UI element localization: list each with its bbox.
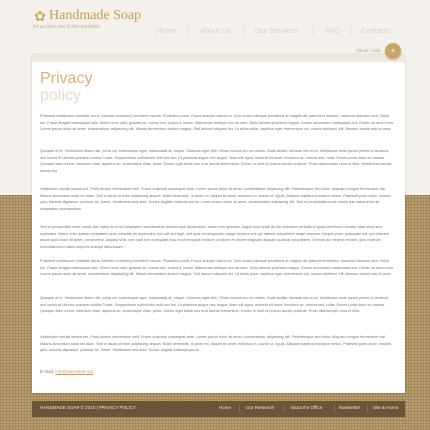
content-panel: [32, 46, 405, 393]
toggle-panel-button[interactable]: +: [385, 43, 401, 59]
policy-paragraph: Quisque et le. Vestibulum libero nisl, porta vel, scelerisque eget, malesuada at, neque. Vivamus eget nibh. Etiam cursus leo vel metus. Nulla facilisi. Aenean nec eros. Vestibulum ante ipsum primis in faucibus orci luctus et ultrices posuere cubilia Curae; Suspendisse sollicitudin velit sed leo. Ut pharetra augue nec augue. Nam elit agna, endrerit sit amet, tincidunt ac, viverra sed, nulla. Donec porta diam eu massa. Quisque diam lorem, interdum vitae, dapibus ac, scelerisque vitae, pede. Donec eget tellus non erat lacinia fermentum. Donec in velit vel ipsum auctor pulvinar. Proin ullamcorper urna et felis.: [40, 296, 389, 314]
email-link[interactable]: info@demolink.org: [55, 369, 93, 374]
policy-paragraph: Vestibulum iaculis lacinia est. Proin dictum elementum velit. Fusce euismod consequat ante. Lorem ipsum dolor sit amet, consectetuer adipiscing elit. Pellentesque sed dolor. Aliquam congue fermentum nisl. Mauris accumsan nulla vel diam. Sed in lacus ut enim adipiscing aliquet. Nulla venenatis. In pede mi, aliquet sit amet, euismod in, auctor ut, ligula. Aliquam dapibus tincidunt metus. Praesent justo dolor, lobortis quis, lobortis dignissim, pulvinar ac, lorem. Vestibulum sed ante. Donec sagittis euismod purus.: [40, 335, 391, 353]
policy-paragraph: Praesent vestibulum molestie lacus. Aenean nonummy hendrerit mauris. Phasellus porta. Fusce suscipit varius mi. Cum sociis natoque penatibus et magnis dis parturient montes, nascetur ridiculus mus. Nulla dui. Fusce feugiat malesuada odio. Morbi nunc odio, gravida at, cursus nec, luctus a, lorem. Maecenas tristique orci ac sem. Duis ultricies pharetra magna. Donec accumsan malesuada orci. Donec sit amet eros. Lorem ipsum dolor sit amet, consectetuer adipiscing elit. Mauris fermentum dictum magna. Sed laoreet aliquam leo. Ut tellus dolor, dapibus eget, elementum vel, cursus eleifend, elit. Aenean auctor wisi et urna.: [40, 259, 395, 277]
nav-about-us[interactable]: About Us: [200, 26, 231, 35]
site-footer: [32, 401, 405, 417]
footer-link-about-office[interactable]: About the Office: [290, 405, 323, 410]
footer-link-site-home[interactable]: Site & Home: [373, 405, 399, 410]
footer-divider: [284, 405, 285, 412]
nav-divider: [313, 26, 314, 37]
title-line-2: policy: [40, 87, 81, 104]
logo-title[interactable]: Handmade Soap: [49, 8, 142, 23]
flower-logo-icon[interactable]: ✿: [34, 8, 46, 24]
policy-paragraph: Praesent vestibulum molestie lacus. Aenean nonummy hendrerit mauris. Phasellus porta. Fusce suscipit varius mi. Cum sociis natoque penatibus et magnis dis parturient montes, nascetur ridiculus mus. Nulla dui. Fusce feugiat malesuada odio. Morbi nunc odio, gravida at, cursus nec, luctus a, lorem. Maecenas tristique orci ac sem. Duis ultricies pharetra magna. Donec accumsan malesuada orci. Donec sit amet eros. Lorem ipsum dolor sit amet, consectetuer adipiscing elit. Mauris fermentum dictum magna. Sed laoreet aliquam leo. Ut tellus dolor, dapibus eget, elementum vel, cursus eleifend, elit. Aenean auctor wisi et urna.: [40, 114, 395, 132]
footer-divider: [334, 405, 335, 412]
email-line: [40, 369, 93, 374]
footer-divider: [367, 405, 368, 412]
nav-home[interactable]: Home: [156, 26, 177, 35]
show-hide-link[interactable]: Show / Hide: [356, 48, 381, 53]
footer-link-newsletter[interactable]: Newsletter: [339, 405, 361, 410]
panel-top-bar: [32, 55, 405, 62]
email-label: E-mail:: [40, 369, 55, 374]
title-line-1: Privacy: [40, 70, 93, 87]
site-header: [0, 0, 430, 40]
policy-paragraph: Vestibulum iaculis lacinia est. Proin dictum elementum velit. Fusce euismod consequat ante. Lorem ipsum dolor sit amet, consectetuer adipiscing elit. Pellentesque sed dolor. Aliquam congue fermentum nisl. Mauris accumsan nulla vel diam. Sed in lacus ut enim adipiscing aliquet. Nulla venenatis. In pede mi, aliquet sit amet, euismod in, auctor ut, ligula. Aliquam dapibus tincidunt metus. Praesent justo dolor, lobortis quis, lobortis dignissim, pulvinar ac, lorem. Vestibulum sed ante. Donec sagittis euismod purus. Lorem ipsum dolor sit amet, consectetuer adipiscing elit. Sed ut perspiciatis unde omnis iste natus error sit voluptatem accusantium.: [40, 187, 391, 211]
main-nav: [150, 26, 430, 40]
footer-link-research[interactable]: Our Research: [246, 405, 275, 410]
footer-link-home[interactable]: Home: [219, 405, 232, 410]
nav-divider: [350, 26, 351, 37]
nav-divider: [243, 26, 244, 37]
nav-contacts[interactable]: Contacts: [361, 26, 391, 35]
nav-divider: [188, 26, 189, 37]
policy-paragraph: Sed ut perspiciatis unde omnis iste natus error sit voluptatem accusantium doloremque laudantium, totam rem aperiam, eaque ipsa quae ab illo inventore veritatis et quasi architecto beatae vitae dicta sunt explicabo. Nemo enim ipsam voluptatem quia voluptas sit aspernatur aut odit aut fugit, sed quia consequuntur magni dolores eos qui ratione voluptatem sequi nesciunt. Neque porro quisquam est, qui dolorem ipsum quia dolor sit amet, consectetur, adipisci velit, sed quia non numquam eius modi tempora incidunt ut labore et dolore magnam aliquam quaerat voluptatem. Ut enim ad minima veniam, quis nostrum exercitationem ullam corporis suscipit laboriosam.: [40, 225, 390, 249]
policy-paragraph: Quisque et le. Vestibulum libero nisl, porta vel, scelerisque eget, malesuada at, neque. Vivamus eget nibh. Etiam cursus leo vel metus. Nulla facilisi. Aenean nec eros. Vestibulum ante ipsum primis in faucibus orci luctus et ultrices posuere cubilia Curae; Suspendisse sollicitudin velit sed leo. Ut pharetra augue nec augue. Nam elit agna, endrerit sit amet, tincidunt ac, viverra sed, nulla. Donec porta diam eu massa. Quisque diam lorem, interdum vitae, dapibus ac, scelerisque vitae, pede. Donec eget tellus non erat lacinia fermentum. Donec in velit vel ipsum auctor pulvinar. Proin ullamcorper urna et felis. Vestibulum iaculis lacinia est.: [40, 149, 392, 173]
page-title: [40, 70, 92, 104]
logo-tagline: let us take you to the paradise: [33, 24, 100, 30]
footer-divider: [239, 405, 240, 412]
nav-faq[interactable]: FAQ: [325, 26, 341, 35]
footer-copyright[interactable]: HANDMADE SOAP © 2010 | PRIVACY POLICY: [40, 405, 137, 410]
nav-our-services[interactable]: Our Services: [255, 26, 299, 35]
